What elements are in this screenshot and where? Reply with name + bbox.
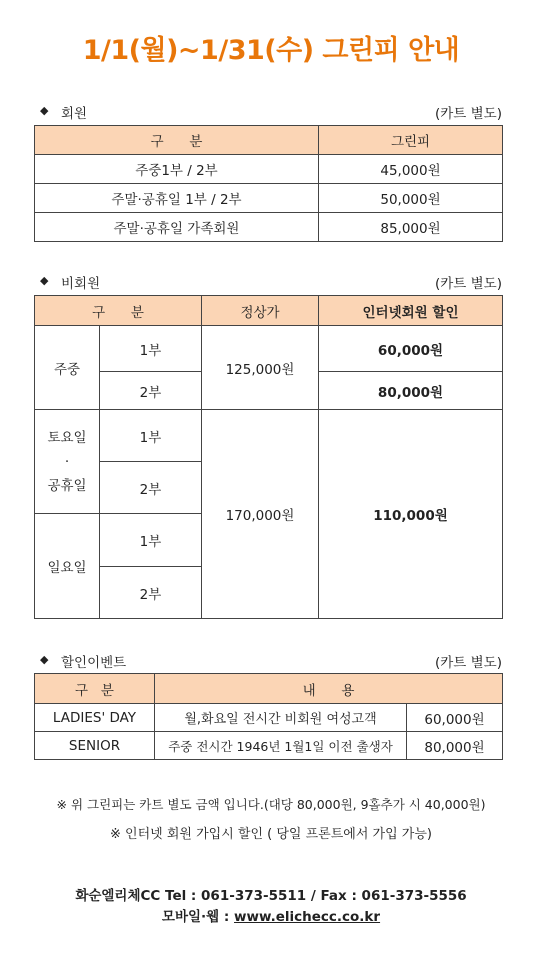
part-label: 1부 [100,326,202,372]
internet-discount-footnote: ※ 인터넷 회원 가입시 할인 ( 당일 프론트에서 가입 가능) [110,827,432,842]
event-price: 60,000원 [407,704,503,732]
column-header-category: 구 분 [35,126,319,155]
part-label: 2부 [100,372,202,410]
nonmember-section-header [34,272,502,292]
website-link[interactable]: www.elichecc.co.kr [234,909,381,925]
member-section-header [34,102,502,122]
table-row [35,213,503,242]
label-separator: · [64,453,70,470]
saturday-holiday-label [35,410,100,514]
event-description: 주중 전시간 1946년 1월1일 이전 출생자 [155,732,407,760]
page-title: 1/1(월)~1/31(수) 그린피 안내 [82,35,460,66]
weekday-label: 주중 [35,326,100,410]
row-fee: 45,000원 [319,155,503,184]
table-row [35,184,503,213]
contact-info: 화순엘리체CC Tel : 061-373-5511 / Fax : 061-373-5556 [75,888,467,904]
event-name: LADIES' DAY [35,704,155,732]
event-section-header [34,651,502,671]
table-header-row [35,126,503,155]
table-row [35,410,503,462]
table-row [35,704,503,732]
diamond-bullet-icon: ◆ [40,104,49,117]
event-description: 월,화요일 전시간 비회원 여성고객 [155,704,407,732]
column-header-content: 내 용 [155,674,503,704]
column-header-greenfee: 그린피 [319,126,503,155]
nonmember-fee-table [34,295,503,619]
weekend-regular-price: 170,000원 [202,410,319,619]
row-fee: 50,000원 [319,184,503,213]
event-price: 80,000원 [407,732,503,760]
column-header-category: 구 분 [35,296,202,326]
holiday-label: 공휴일 [47,477,87,494]
member-section-title: 회원 [61,106,88,122]
event-name: SENIOR [35,732,155,760]
column-header-regular-price: 정상가 [202,296,319,326]
weekday-discount-part1: 60,000원 [319,326,503,372]
diamond-bullet-icon: ◆ [40,274,49,287]
column-header-category: 구 분 [35,674,155,704]
cart-fee-footnote: ※ 위 그린피는 카트 별도 금액 입니다.(대당 80,000원, 9홀추가 시 40,000원) [56,797,486,812]
part-label: 2부 [100,462,202,514]
website-line [0,905,542,925]
event-section-title: 할인이벤트 [61,655,127,671]
cart-separate-note: (카트 별도) [435,276,502,292]
weekend-discount: 110,000원 [319,410,503,619]
part-label: 1부 [100,514,202,567]
row-category: 주말·공휴일 가족회원 [35,213,319,242]
row-category: 주중1부 / 2부 [35,155,319,184]
table-row [35,732,503,760]
saturday-label: 토요일 [47,429,87,446]
row-fee: 85,000원 [319,213,503,242]
cart-separate-note: (카트 별도) [435,106,502,122]
part-label: 2부 [100,567,202,619]
nonmember-section-title: 비회원 [61,276,101,292]
table-row [35,155,503,184]
weekday-discount-part2: 80,000원 [319,372,503,410]
part-label: 1부 [100,410,202,462]
row-category: 주말·공휴일 1부 / 2부 [35,184,319,213]
sunday-label: 일요일 [35,514,100,619]
diamond-bullet-icon: ◆ [40,653,49,666]
table-header-row [35,674,503,704]
table-row [35,326,503,372]
cart-separate-note: (카트 별도) [435,655,502,671]
column-header-internet-discount: 인터넷회원 할인 [319,296,503,326]
member-fee-table [34,125,503,242]
table-header-row [35,296,503,326]
mobile-web-label: 모바일·웹 : [161,909,235,925]
weekday-regular-price: 125,000원 [202,326,319,410]
discount-event-table [34,673,503,760]
